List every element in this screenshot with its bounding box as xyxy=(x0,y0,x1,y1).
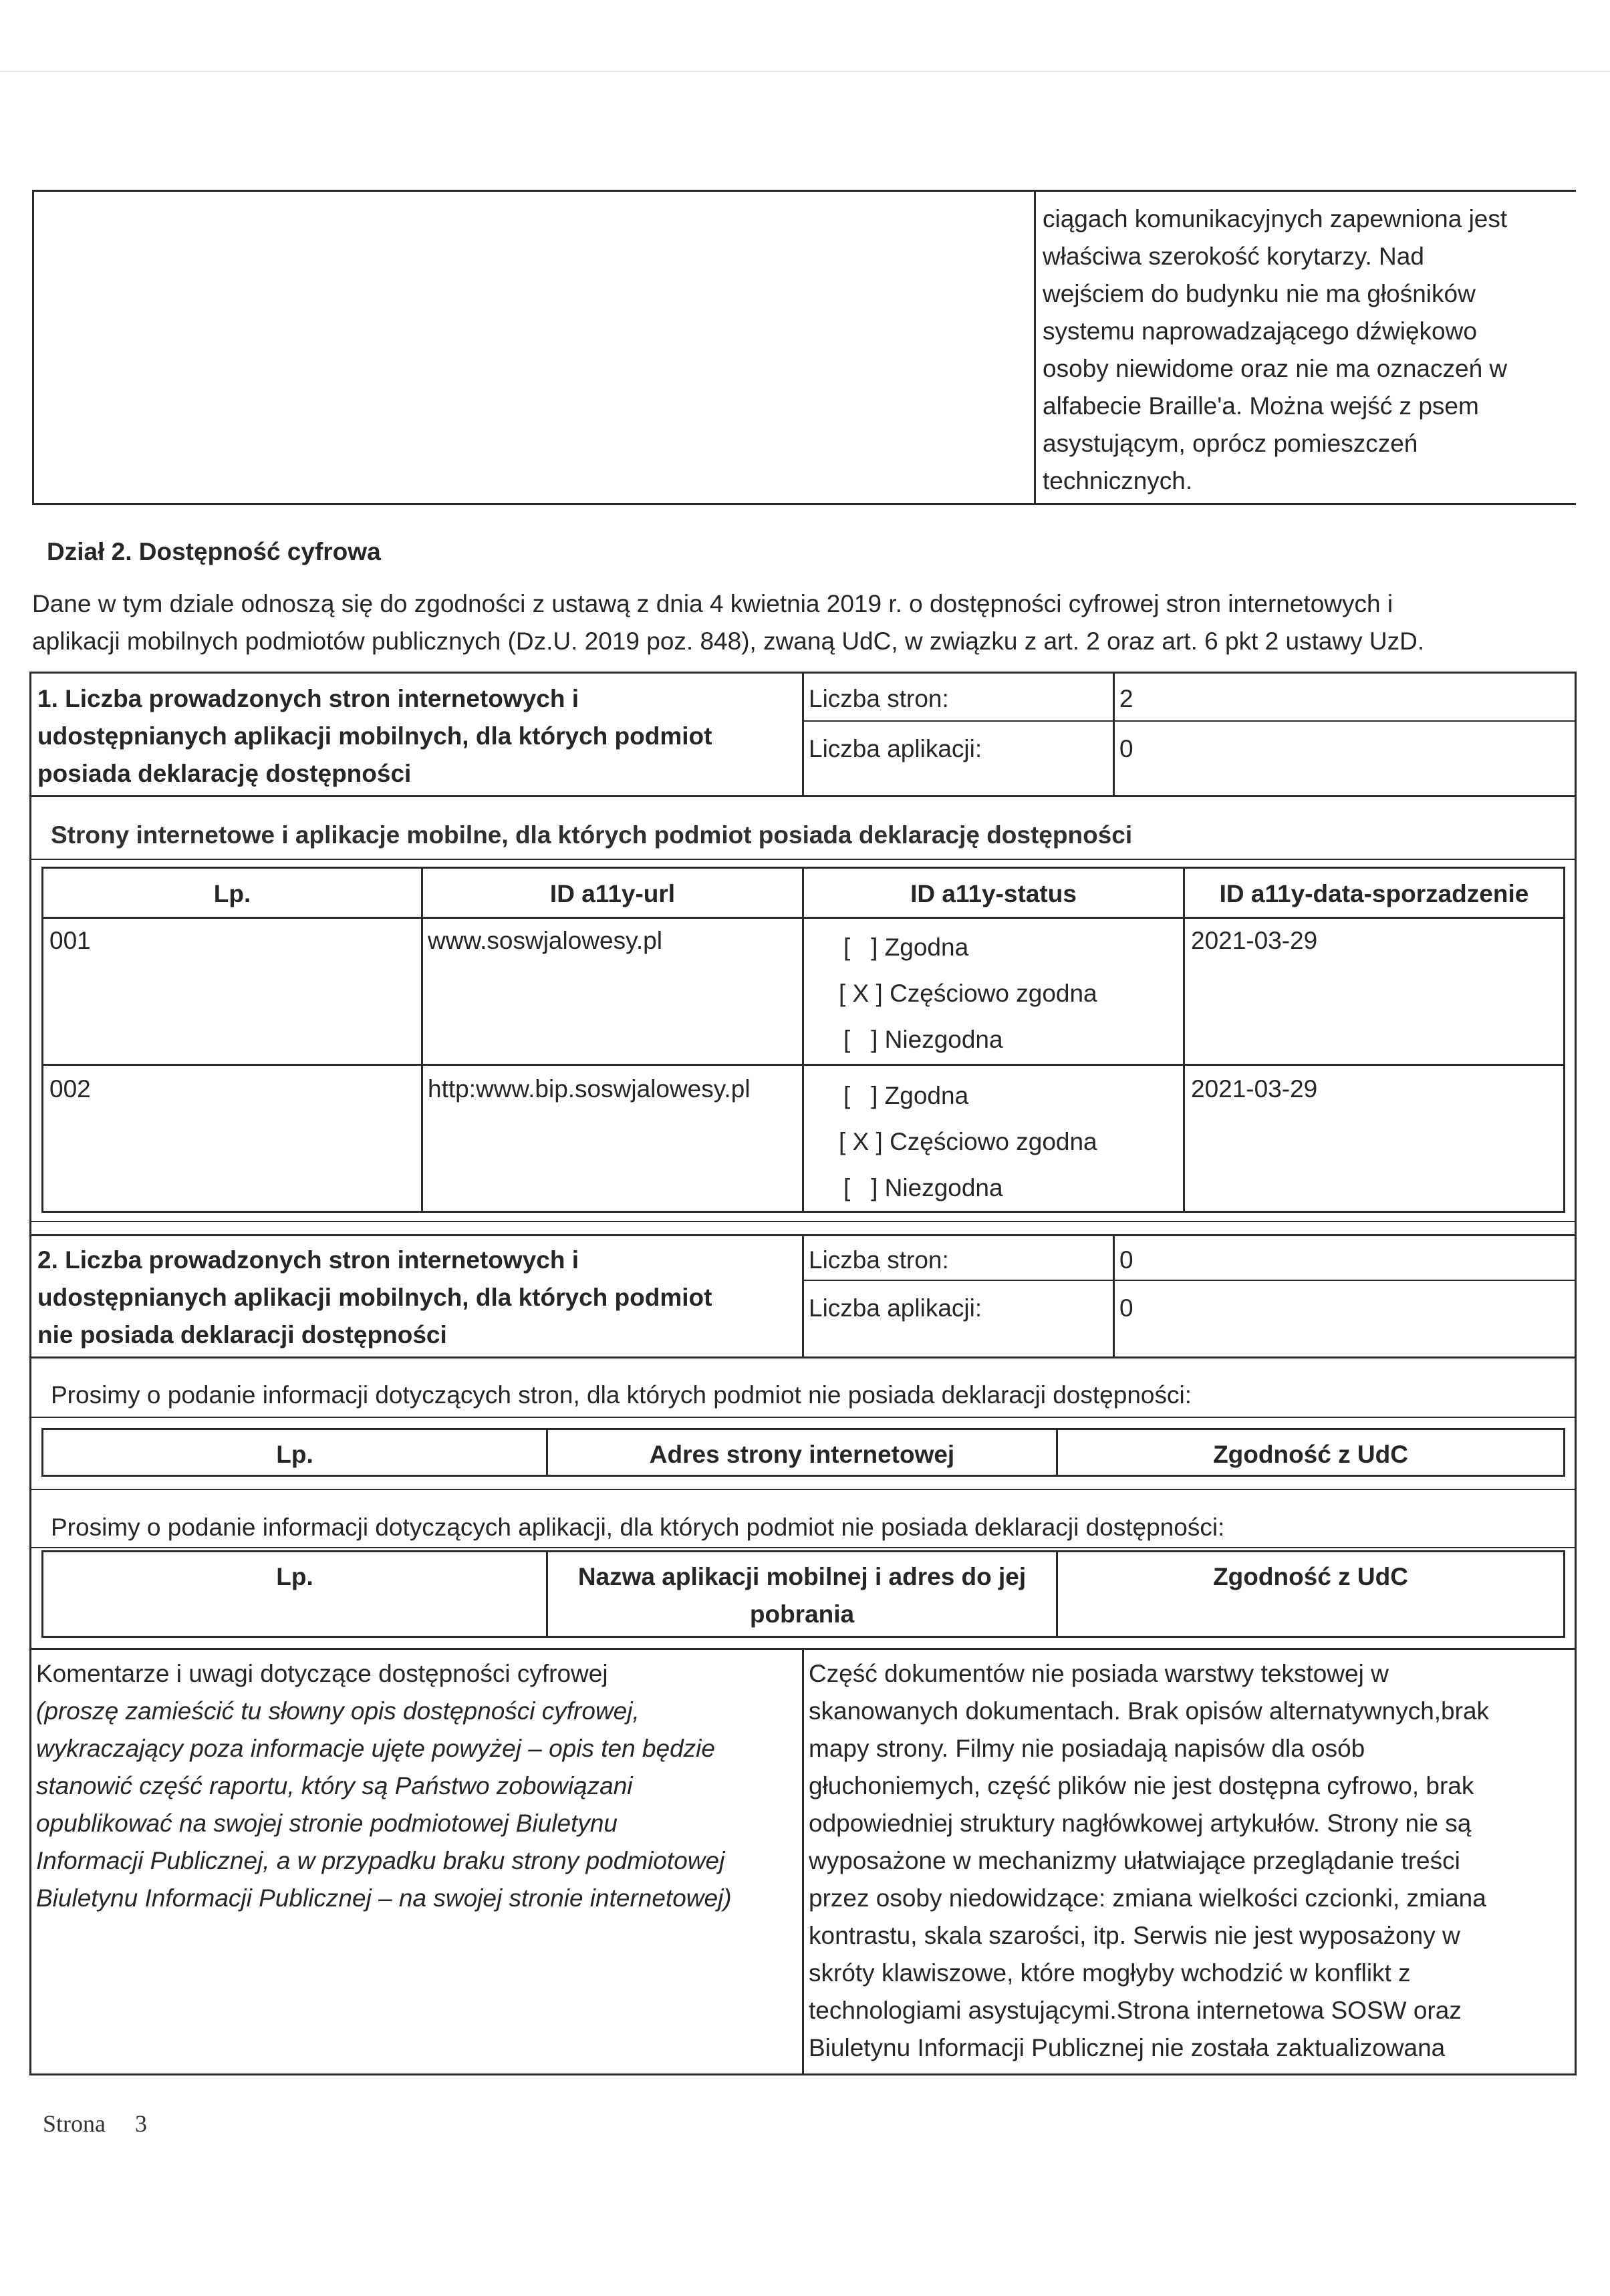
column-header-app-name-cont: pobrania xyxy=(749,1600,855,1628)
table-border xyxy=(29,1356,1577,1358)
instruction-line: stanowić część raportu, który są Państwo zobowiązani xyxy=(36,1772,633,1800)
column-header-compliance: Zgodność z UdC xyxy=(1213,1441,1408,1468)
column-header-app-name: Nazwa aplikacji mobilnej i adres do jej xyxy=(577,1563,1027,1590)
answer-line: głuchoniemych, część plików nie jest dostępna cyfrowo, brak xyxy=(809,1772,1474,1800)
table-border xyxy=(32,503,1576,505)
q1-pages-label: Liczba stron: xyxy=(809,685,949,712)
section-title: Dział 2. Dostępność cyfrowa xyxy=(47,538,381,565)
text-line: osoby niewidome oraz nie ma oznaczeń w xyxy=(1043,355,1508,382)
text-line: systemu naprowadzającego dźwiękowo xyxy=(1043,317,1477,345)
table-border xyxy=(29,859,1577,860)
table-border xyxy=(29,672,31,2075)
column-header-date: ID a11y-data-sporzadzenie xyxy=(1219,880,1529,907)
text-line: asystującym, oprócz pomieszczeń xyxy=(1043,430,1418,457)
table-border xyxy=(1113,672,1115,797)
column-header-url: ID a11y-url xyxy=(549,880,676,907)
q2-pages-label: Liczba stron: xyxy=(809,1246,949,1274)
table-border xyxy=(1575,672,1577,2075)
status-option-partial: [ X ] Częściowo zgodna xyxy=(839,1128,1097,1155)
q1-pages-value: 2 xyxy=(1119,685,1133,712)
answer-line: skróty klawiszowe, które mogłyby wchodzić w konflikt z xyxy=(809,1959,1411,1987)
answer-line: mapy strony. Filmy nie posiadają napisów dla osób xyxy=(809,1735,1365,1762)
table-border xyxy=(29,795,1577,797)
label-line: 2. Liczba prowadzonych stron internetowych i xyxy=(37,1246,579,1274)
text-line: alfabecie Braille'a. Można wejść z psem xyxy=(1043,392,1479,420)
table-border xyxy=(1563,1550,1565,1638)
table-border xyxy=(1563,1428,1565,1477)
status-option-noncompliant: [ ] Niezgodna xyxy=(843,1026,1003,1053)
status-option-partial: [ X ] Częściowo zgodna xyxy=(839,980,1097,1007)
row-lp: 001 xyxy=(49,927,91,954)
column-header-lp: Lp. xyxy=(276,1441,313,1468)
column-header-status: ID a11y-status xyxy=(910,880,1077,907)
table-border xyxy=(1034,190,1036,505)
table-border xyxy=(1113,1234,1115,1358)
section-intro-line: aplikacji mobilnych podmiotów publicznych (Dz.U. 2019 poz. 848), zwaną UdC, w związku z art. 2 oraz art. 6 pkt 2 ustawy UzD. xyxy=(32,627,1425,655)
column-header-address: Adres strony internetowej xyxy=(649,1441,955,1468)
instruction-line: (proszę zamieścić tu słowny opis dostępności cyfrowej, xyxy=(36,1697,640,1725)
q1-apps-value: 0 xyxy=(1119,735,1133,762)
table-border xyxy=(41,1550,1565,1552)
table-border xyxy=(41,1636,1565,1638)
text-line: wejściem do budynku nie ma głośników xyxy=(1043,280,1476,307)
page-footer xyxy=(43,2105,147,2142)
q1-apps-label: Liczba aplikacji: xyxy=(809,735,982,762)
answer-line: wyposażone w mechanizmy ułatwiające przeglądanie treści xyxy=(809,1847,1460,1874)
status-option-compliant: [ ] Zgodna xyxy=(843,934,969,961)
table-border xyxy=(802,1648,804,2075)
label-line: 1. Liczba prowadzonych stron internetowych i xyxy=(37,685,579,712)
answer-line: skanowanych dokumentach. Brak opisów alternatywnych,brak xyxy=(809,1697,1490,1725)
page-label: Strona xyxy=(43,2110,106,2137)
column-header-lp: Lp. xyxy=(213,880,251,907)
table-border xyxy=(32,190,1576,192)
table-border xyxy=(802,1234,804,1358)
label-line: nie posiada deklaracji dostępności xyxy=(37,1321,447,1348)
table-border xyxy=(41,867,43,1213)
text-line: technicznych. xyxy=(1043,467,1193,494)
table-border xyxy=(29,2073,1577,2075)
label-line: posiada deklarację dostępności xyxy=(37,760,412,787)
page-number: 3 xyxy=(135,2110,147,2137)
table-border xyxy=(29,1547,1577,1548)
q2-apps-label: Liczba aplikacji: xyxy=(809,1294,982,1322)
label-line: udostępnianych aplikacji mobilnych, dla których podmiot xyxy=(37,722,712,750)
row-lp: 002 xyxy=(49,1075,91,1103)
table-border xyxy=(32,190,34,505)
answer-line: Część dokumentów nie posiada warstwy tekstowej w xyxy=(809,1660,1389,1687)
answer-line: przez osoby niedowidzące: zmiana wielkości czcionki, zmiana xyxy=(809,1884,1486,1912)
answer-line: kontrastu, skala szarości, itp. Serwis nie jest wyposażony w xyxy=(809,1922,1460,1949)
instruction-line: wykraczający poza informacje ujęte powyżej – opis ten będzie xyxy=(36,1735,715,1762)
section-intro-line: Dane w tym dziale odnoszą się do zgodności z ustawą z dnia 4 kwietnia 2019 r. o dostępności cyfrowej stron internetowych i xyxy=(32,590,1393,617)
no-declaration-sites-prompt: Prosimy o podanie informacji dotyczących stron, dla których podmiot nie posiada deklaracji dostępności: xyxy=(51,1381,1192,1409)
q2-apps-value: 0 xyxy=(1119,1294,1133,1322)
answer-line: Biuletynu Informacji Publicznej nie została zaktualizowana xyxy=(809,2034,1446,2061)
table-border xyxy=(29,1221,1577,1222)
table-border xyxy=(29,1489,1577,1490)
no-declaration-apps-prompt: Prosimy o podanie informacji dotyczących aplikacji, dla których podmiot nie posiada deklaracji dostępności: xyxy=(51,1514,1225,1541)
table-border xyxy=(802,720,1577,722)
table-border xyxy=(802,1280,1577,1281)
instruction-line: opublikować na swojej stronie podmiotowej Biuletynu xyxy=(36,1810,618,1837)
table-border xyxy=(1183,867,1185,1213)
sites-table-caption: Strony internetowe i aplikacje mobilne, dla których podmiot posiada deklarację dostępności xyxy=(51,821,1133,849)
column-header-lp: Lp. xyxy=(276,1563,313,1590)
row-url: www.soswjalowesy.pl xyxy=(428,927,662,954)
column-header-compliance: Zgodność z UdC xyxy=(1213,1563,1408,1590)
table-border xyxy=(41,1428,1565,1430)
table-border xyxy=(802,672,804,797)
instruction-line: Biuletynu Informacji Publicznej – na swojej stronie internetowej) xyxy=(36,1884,732,1912)
answer-line: technologiami asystującymi.Strona internetowa SOSW oraz xyxy=(809,1997,1462,2024)
table-border xyxy=(29,1417,1577,1418)
table-border xyxy=(41,1475,1565,1477)
table-border xyxy=(802,867,804,1213)
q2-pages-value: 0 xyxy=(1119,1246,1133,1274)
table-border xyxy=(421,867,423,1213)
text-line: ciągach komunikacyjnych zapewniona jest xyxy=(1043,205,1508,233)
row-url: http:www.bip.soswjalowesy.pl xyxy=(428,1075,751,1103)
status-option-compliant: [ ] Zgodna xyxy=(843,1082,969,1109)
comments-label: Komentarze i uwagi dotyczące dostępności cyfrowej xyxy=(36,1660,608,1687)
answer-line: odpowiedniej struktury nagłówkowej artykułów. Strony nie są xyxy=(809,1810,1472,1837)
row-date: 2021-03-29 xyxy=(1191,927,1318,954)
row-date: 2021-03-29 xyxy=(1191,1075,1318,1103)
scan-top-edge xyxy=(0,71,1610,72)
table-border xyxy=(1563,867,1565,1213)
text-line: właściwa szerokość korytarzy. Nad xyxy=(1043,243,1424,270)
status-option-noncompliant: [ ] Niezgodna xyxy=(843,1174,1003,1201)
instruction-line: Informacji Publicznej, a w przypadku braku strony podmiotowej xyxy=(36,1847,725,1874)
label-line: udostępnianych aplikacji mobilnych, dla których podmiot xyxy=(37,1284,712,1311)
